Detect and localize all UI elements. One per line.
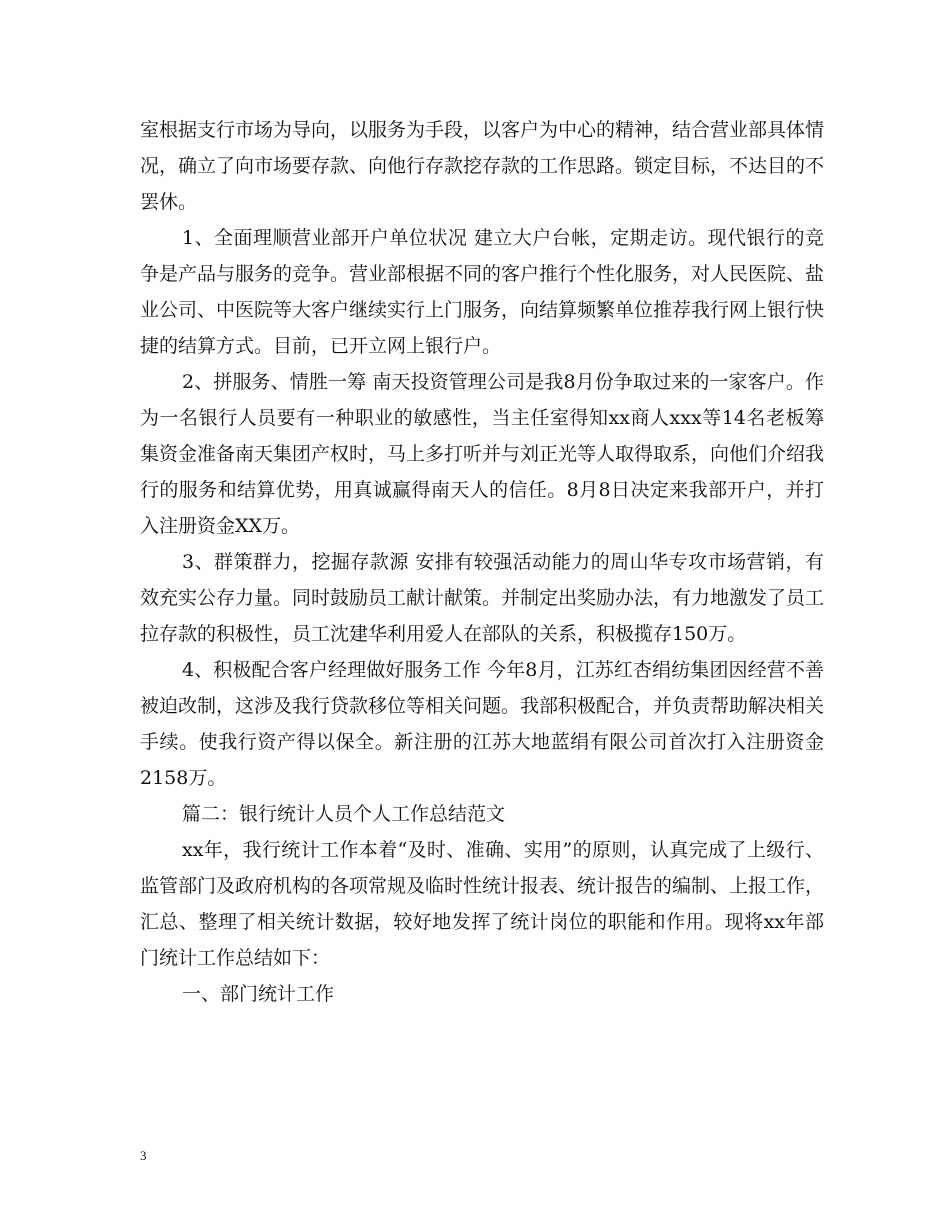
paragraph-4: 3、群策群力，挖掘存款源 安排有较强活动能力的周山华专攻市场营销，有效充实公存力量。同时鼓励员工献计献策。并制定出奖励办法，有力地激发了员工拉存款的积极性，员工沈建华利用爱人在部队的关系，积极揽存150万。 [140,551,825,645]
document-body [140,112,824,1012]
paragraph-3: 2、拼服务、情胜一筹 南天投资管理公司是我8月份争取过来的一家客户。作为一名银行人员要有一种职业的敏感性，当主任室得知xx商人xxx等14名老板筹集资金准备南天集团产权时，马上多打听并与刘正光等人取得取系，向他们介绍我行的服务和结算优势，用真诚赢得南天人的信任。8月8日决定来我部开户，并打入注册资金XX万。 [140,371,825,537]
paragraph-1: 室根据支行市场为导向，以服务为手段，以客户为中心的精神，结合营业部具体情况，确立了向市场要存款、向他行存款挖存款的工作思路。锁定目标，不达目的不罢休。 [140,119,825,213]
paragraph-2: 1、全面理顺营业部开户单位状况 建立大户台帐，定期走访。现代银行的竞争是产品与服务的竞争。营业部根据不同的客户推行个性化服务，对人民医院、盐业公司、中医院等大客户继续实行上门服务，向结算频繁单位推荐我行网上银行快捷的结算方式。目前，已开立网上银行户。 [140,227,825,357]
section-heading-one: 一、部门统计工作 [182,983,335,1005]
paragraph-5: 4、积极配合客户经理做好服务工作 今年8月，江苏红杏绢纺集团因经营不善被迫改制，这涉及我行贷款移位等相关问题。我部积极配合，并负责帮助解决相关手续。使我行资产得以保全。新注册的江苏大地蓝绢有限公司首次打入注册资金2158万。 [140,659,825,789]
section-heading-part-two: 篇二：银行统计人员个人工作总结范文 [182,803,506,825]
page-number: 3 [140,1148,147,1163]
paragraph-7: xx年，我行统计工作本着“及时、准确、实用”的原则，认真完成了上级行、监管部门及政府机构的各项常规及临时性统计报表、统计报告的编制、上报工作，汇总、整理了相关统计数据，较好地发挥了统计岗位的职能和作用。现将xx年部门统计工作总结如下： [140,839,825,969]
